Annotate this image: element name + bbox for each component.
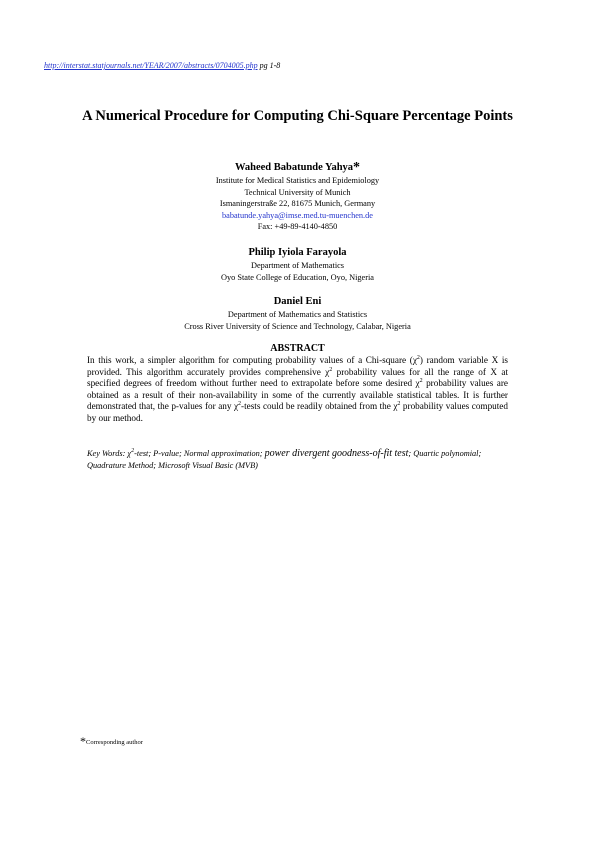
author-name-3: Daniel Eni	[273, 296, 322, 307]
footnote-marker: *	[80, 734, 86, 748]
affiliation-line: Cross River University of Science and Technology, Calabar, Nigeria	[184, 321, 411, 331]
page-range: pg 1-8	[259, 61, 281, 70]
author-block-2	[60, 245, 535, 283]
corresponding-marker: *	[353, 160, 361, 175]
affiliation-line: Department of Mathematics and Statistics	[227, 310, 368, 319]
abstract-text: In this work, a simpler algorithm for computing probability values of a Chi-square $(\chi^2)$ random variable X is provided. This algorithm accurately provides comprehensive $\chi^2$ probability values for all the range of X at specified degrees of freedom without further need to extrapolate before some desired $\chi^2$ probability values are obtained as a result of their non-availability in some of the currently available statistical tables. It is further demonstrated that, the p-values for any $\chi^2$-tests could be readily obtained from the $\chi^2$ probability values computed by our method.	[87, 354, 509, 423]
author-block-1	[60, 160, 535, 233]
affiliation-line: Department of Mathematics	[250, 261, 345, 270]
author-email-link[interactable]: babatunde.yahya@imse.med.tu-muenchen.de	[222, 210, 373, 220]
author-fax: Fax: +49-89-4140-4850	[257, 222, 338, 232]
keywords: Key Words: $\chi^2$-test; P-value; Normal approximation; power divergent goodness-of-fit test; Quartic polynomial; Quadrature Method; Microsoft Visual Basic (MVB)	[87, 448, 482, 470]
abstract-heading: ABSTRACT	[270, 343, 325, 354]
footnote	[80, 734, 143, 749]
affiliation-line: Oyo State College of Education, Oyo, Nigeria	[221, 272, 374, 282]
source-url-link[interactable]: http://interstat.statjournals.net/YEAR/2007/abstracts/0704005.php	[44, 61, 258, 70]
author-name-1: Waheed Babatunde Yahya*	[234, 160, 361, 175]
affiliation-line: Ismaningerstraße 22, 81675 Munich, Germany	[219, 199, 376, 209]
paper-title: A Numerical Procedure for Computing Chi-Square Percentage Points	[82, 108, 513, 124]
author-name-2: Philip Iyiola Farayola	[248, 247, 347, 258]
affiliation-line: Institute for Medical Statistics and Epidemiology	[215, 176, 380, 185]
author-block-3	[60, 294, 535, 332]
page-header	[44, 61, 280, 70]
affiliation-line: Technical University of Munich	[244, 187, 351, 197]
footnote-text: Corresponding author	[86, 739, 143, 746]
